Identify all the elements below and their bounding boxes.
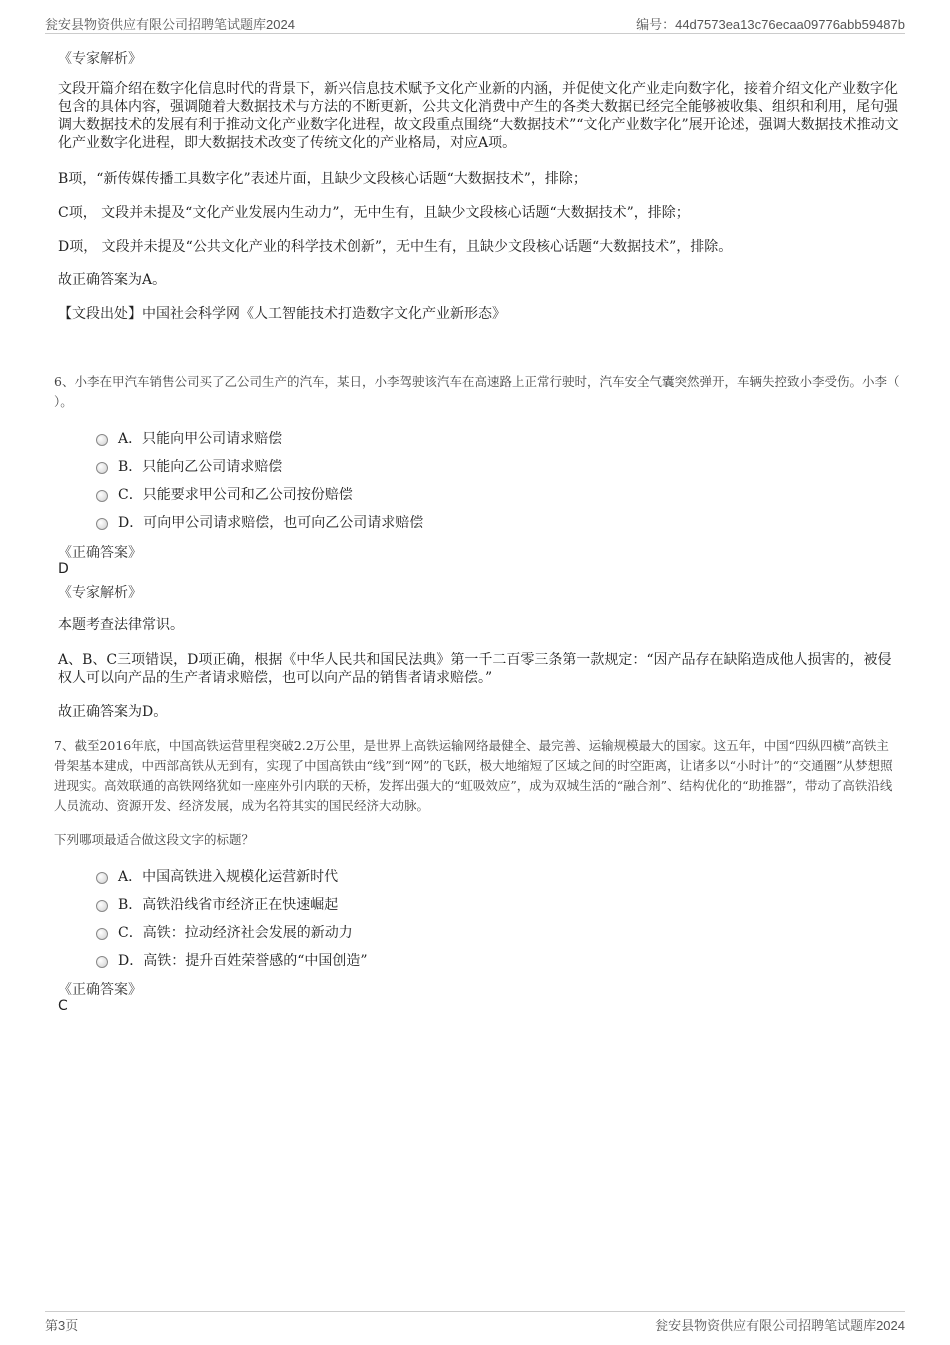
- option-label: C．只能要求甲公司和乙公司按份赔偿: [118, 487, 353, 503]
- expert-analysis-label: 《专家解析》: [58, 585, 142, 601]
- analysis-conclusion: 故正确答案为D。: [58, 704, 168, 720]
- question-6-option-c[interactable]: [96, 484, 353, 504]
- question-7-option-c[interactable]: [96, 922, 353, 942]
- option-label: D．高铁：提升百姓荣誉感的“中国创造”: [118, 953, 368, 969]
- radio-button-icon[interactable]: [96, 462, 108, 474]
- option-label: A．中国高铁进入规模化运营新时代: [118, 869, 339, 885]
- radio-button-icon[interactable]: [96, 434, 108, 446]
- analysis-conclusion: 故正确答案为A。: [58, 272, 167, 288]
- expert-analysis-label: 《专家解析》: [58, 51, 142, 67]
- page-number: 第3页: [45, 1318, 79, 1333]
- radio-button-icon[interactable]: [96, 518, 108, 530]
- option-label: D．可向甲公司请求赔偿，也可向乙公司请求赔偿: [118, 515, 424, 531]
- question-6-text: 6、小李在甲汽车销售公司买了乙公司生产的汽车，某日，小李驾驶该汽车在高速路上正常行驶时，汽车安全气囊突然弹开，车辆失控致小李受伤。小李（ ）。: [54, 374, 900, 409]
- analysis-paragraph: 文段开篇介绍在数字化信息时代的背景下，新兴信息技术赋予文化产业新的内涵，并促使文化产业走向数字化，接着介绍文化产业数字化包含的具体内容，强调随着大数据技术与方法的不断更新，公共文化消费中产生的各类大数据已经完全能够被收集、组织和利用，尾句强调大数据技术的发展有利于推动文化产业数字化进程，故文段重点围绕“大数据技术”“文化产业数字化”展开论述，强调大数据技术推动文化产业数字化进程，即大数据技术改变了传统文化的产业格局，对应A项。: [58, 81, 899, 151]
- source-citation: 【文段出处】中国社会科学网《人工智能技术打造数字文化产业新形态》: [58, 306, 506, 322]
- analysis-paragraph: A、B、C三项错误，D项正确，根据《中华人民共和国民法典》第一千二百零三条第一款规定：“因产品存在缺陷造成他人损害的，被侵权人可以向产品的生产者请求赔偿，也可以向产品的销售者请求赔偿。”: [58, 652, 892, 686]
- option-label: B．高铁沿线省市经济正在快速崛起: [118, 897, 339, 913]
- correct-answer-value: D: [58, 561, 69, 577]
- question-7-option-b[interactable]: [96, 894, 338, 914]
- correct-answer-value: C: [58, 998, 68, 1014]
- document-code: 编号：44d7573ea13c76ecaa09776abb59487b: [636, 17, 905, 32]
- question-7-option-d[interactable]: [96, 950, 368, 970]
- option-label: B．只能向乙公司请求赔偿: [118, 459, 283, 475]
- analysis-paragraph: 本题考查法律常识。: [58, 617, 184, 633]
- analysis-paragraph: C项， 文段并未提及“文化产业发展内生动力”，无中生有，且缺少文段核心话题“大数据技术”，排除；: [58, 205, 690, 221]
- radio-button-icon[interactable]: [96, 490, 108, 502]
- radio-button-icon[interactable]: [96, 872, 108, 884]
- header-title: 瓮安县物资供应有限公司招聘笔试题库2024: [45, 17, 295, 32]
- question-7-option-a[interactable]: [96, 866, 338, 886]
- option-label: A．只能向甲公司请求赔偿: [118, 431, 283, 447]
- header-divider: [45, 33, 905, 34]
- radio-button-icon[interactable]: [96, 956, 108, 968]
- question-7-prompt: 下列哪项最适合做这段文字的标题？: [54, 832, 255, 847]
- footer-divider: [45, 1311, 905, 1312]
- analysis-paragraph: B项，“新传媒传播工具数字化”表述片面，且缺少文段核心话题“大数据技术”，排除；: [58, 171, 587, 187]
- correct-answer-label: 《正确答案》: [58, 545, 142, 561]
- footer-title: 瓮安县物资供应有限公司招聘笔试题库2024: [655, 1318, 905, 1333]
- question-6-option-d[interactable]: [96, 512, 423, 532]
- question-7-text: 7、截至2016年底，中国高铁运营里程突破2.2万公里，是世界上高铁运输网络最健全、最完善、运输规模最大的国家。这五年，中国“四纵四横”高铁主骨架基本建成，中西部高铁从无到有，实现了中国高铁由“线”到“网”的飞跃，极大地缩短了区域之间的时空距离，让诸多以“小时计”的“交通圈”从梦想照进现实。高效联通的高铁网络犹如一座座外引内联的天桥，发挥出强大的“虹吸效应”，成为双城生活的“融合剂”、结构优化的“助推器”，带动了高铁沿线人员流动、资源开发、经济发展，成为名符其实的国民经济大动脉。: [54, 738, 893, 813]
- radio-button-icon[interactable]: [96, 900, 108, 912]
- option-label: C．高铁：拉动经济社会发展的新动力: [118, 925, 353, 941]
- question-6-option-b[interactable]: [96, 456, 282, 476]
- question-6-option-a[interactable]: [96, 428, 282, 448]
- analysis-paragraph: D项， 文段并未提及“公共文化产业的科学技术创新”，无中生有，且缺少文段核心话题“大数据技术”，排除。: [58, 239, 733, 255]
- radio-button-icon[interactable]: [96, 928, 108, 940]
- correct-answer-label: 《正确答案》: [58, 982, 142, 998]
